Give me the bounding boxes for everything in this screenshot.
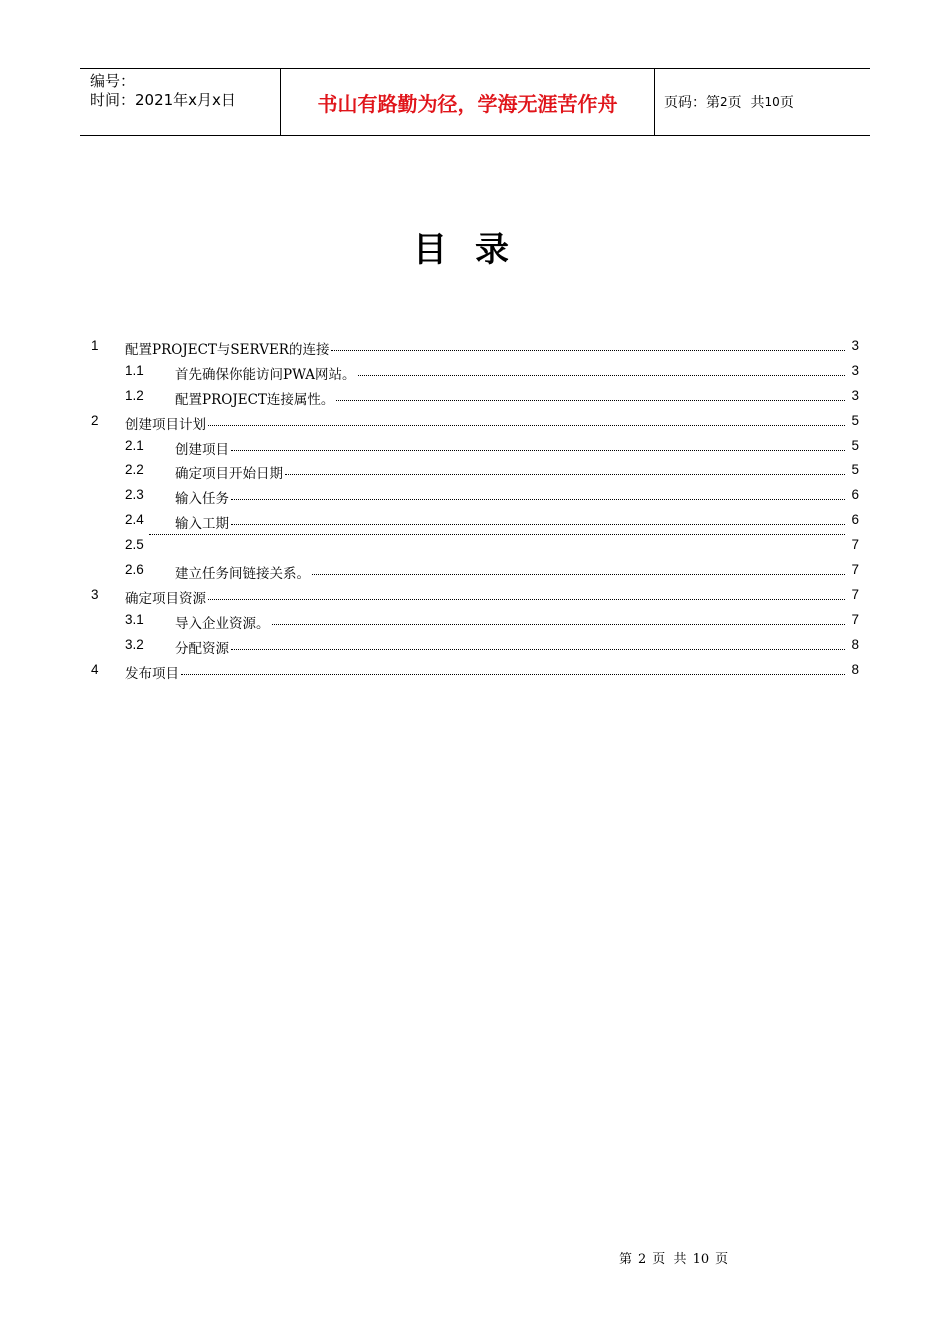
toc-entry-title: 首先确保你能访问PWA网站。: [175, 366, 356, 383]
toc-entry-page: 6: [851, 512, 859, 528]
toc-entry[interactable]: [91, 409, 859, 434]
toc-dot-leader: [181, 674, 845, 675]
toc-entry-line: [175, 438, 847, 458]
toc-entry-page: 3: [851, 387, 859, 403]
toc-entry-number: 1: [91, 338, 99, 353]
toc-entry[interactable]: [91, 633, 859, 658]
toc-entry-line: [125, 338, 847, 358]
toc-entry-page: 8: [851, 661, 859, 677]
toc-entry-page: 5: [851, 462, 859, 478]
toc-entry[interactable]: [91, 508, 859, 533]
toc-entry-title: 配置PROJECT与SERVER的连接: [125, 342, 330, 358]
toc-entry[interactable]: [91, 533, 859, 558]
toc-entry-number: 2.4: [125, 512, 144, 528]
toc-entry-title: 配置PROJECT连接属性。: [175, 391, 335, 408]
toc-entry-line: [175, 612, 847, 632]
header-page-suffix: 页: [779, 95, 794, 111]
toc-dot-leader: [272, 624, 846, 625]
header-page-total: 10: [764, 95, 780, 109]
toc-entry[interactable]: [91, 359, 859, 384]
toc-dot-leader: [285, 474, 845, 475]
toc-entry-page: 5: [851, 412, 859, 428]
toc-entry[interactable]: [91, 658, 859, 683]
toc-entry-title: 发布项目: [125, 665, 179, 682]
toc-dot-leader: [312, 574, 845, 575]
header-motto-cell: [281, 69, 655, 135]
toc-entry[interactable]: [91, 384, 859, 409]
footer-current: 2: [638, 1252, 647, 1267]
toc-entry-title: 创建项目: [175, 441, 229, 458]
toc-dot-leader: [208, 599, 845, 600]
header-page-mid: 页 共: [727, 95, 765, 111]
header-page-cell: [655, 69, 870, 135]
date-label: 时间：2021年x月x日: [90, 91, 236, 109]
toc-entry-page: 8: [851, 636, 859, 652]
footer-total: 10: [692, 1252, 710, 1267]
toc-dot-leader: [331, 350, 845, 351]
toc-entry-title: 输入任务: [175, 491, 229, 508]
toc-entry[interactable]: [91, 458, 859, 483]
toc-entry[interactable]: [91, 483, 859, 508]
toc-entry-number: 2.6: [125, 562, 144, 578]
toc-entry-line: [125, 413, 847, 433]
toc-entry[interactable]: [91, 334, 859, 359]
toc-entry-line: [147, 537, 847, 538]
toc-entry-number: 2.5: [125, 537, 144, 553]
toc-entry-number: 3.1: [125, 611, 144, 627]
toc-entry-line: [175, 363, 847, 383]
header-info-cell: [80, 69, 281, 135]
toc-entry-page: 7: [851, 537, 859, 553]
toc-entry-title: 输入工期: [175, 516, 229, 533]
toc-entry[interactable]: [91, 558, 859, 583]
toc-entry-line: [175, 388, 847, 408]
toc-entry-title: 分配资源: [175, 640, 229, 657]
header-page-current: 2: [720, 95, 728, 109]
footer-suffix: 页: [715, 1252, 729, 1267]
footer-prefix: 第: [619, 1252, 633, 1267]
toc-entry[interactable]: [91, 583, 859, 608]
toc-dot-leader: [231, 649, 845, 650]
table-of-contents: [91, 334, 859, 682]
toc-entry-line: [175, 487, 847, 507]
toc-entry-number: 1.2: [125, 387, 144, 403]
toc-entry-page: 3: [851, 362, 859, 378]
toc-entry-title: 建立任务间链接关系。: [175, 566, 310, 583]
toc-entry-title: 确定项目资源: [125, 590, 206, 607]
toc-entry-number: 3.2: [125, 636, 144, 652]
toc-entry-title: 确定项目开始日期: [175, 466, 283, 483]
toc-dot-leader: [231, 524, 845, 525]
toc-entry[interactable]: [91, 608, 859, 633]
header-page-prefix: 页码：第: [664, 95, 720, 111]
toc-dot-leader: [336, 400, 845, 401]
toc-entry-number: 2.3: [125, 487, 144, 503]
toc-entry-number: 2.2: [125, 462, 144, 478]
page-header: [80, 68, 870, 136]
toc-entry-page: 7: [851, 586, 859, 602]
toc-entry-page: 5: [851, 437, 859, 453]
toc-entry-number: 2.1: [125, 437, 144, 453]
toc-entry-line: [175, 562, 847, 582]
toc-entry-line: [125, 662, 847, 682]
toc-entry-number: 2: [91, 412, 99, 428]
toc-dot-leader: [358, 375, 845, 376]
page-title: 目录: [413, 230, 537, 270]
toc-entry-title: 创建项目计划: [125, 416, 206, 433]
toc-entry-line: [175, 637, 847, 657]
toc-entry-page: 7: [851, 562, 859, 578]
toc-entry-line: [125, 587, 847, 607]
header-motto: 书山有路勤为径，学海无涯苦作舟: [317, 91, 618, 116]
toc-entry-title: 导入企业资源。: [175, 615, 270, 632]
toc-dot-leader: [149, 534, 845, 535]
footer-page-number: [616, 1248, 731, 1267]
toc-entry-line: [175, 512, 847, 532]
toc-entry[interactable]: [91, 434, 859, 459]
toc-dot-leader: [208, 425, 845, 426]
toc-entry-page: 6: [851, 487, 859, 503]
toc-dot-leader: [231, 450, 845, 451]
toc-entry-number: 3: [91, 586, 99, 602]
toc-entry-number: 4: [91, 661, 99, 677]
serial-label: 编号：: [90, 72, 136, 90]
toc-entry-line: [175, 462, 847, 482]
toc-entry-page: 7: [851, 611, 859, 627]
toc-entry-number: 1.1: [125, 362, 144, 378]
toc-dot-leader: [231, 499, 845, 500]
toc-entry-page: 3: [851, 338, 859, 353]
footer-mid: 页 共: [652, 1252, 687, 1267]
